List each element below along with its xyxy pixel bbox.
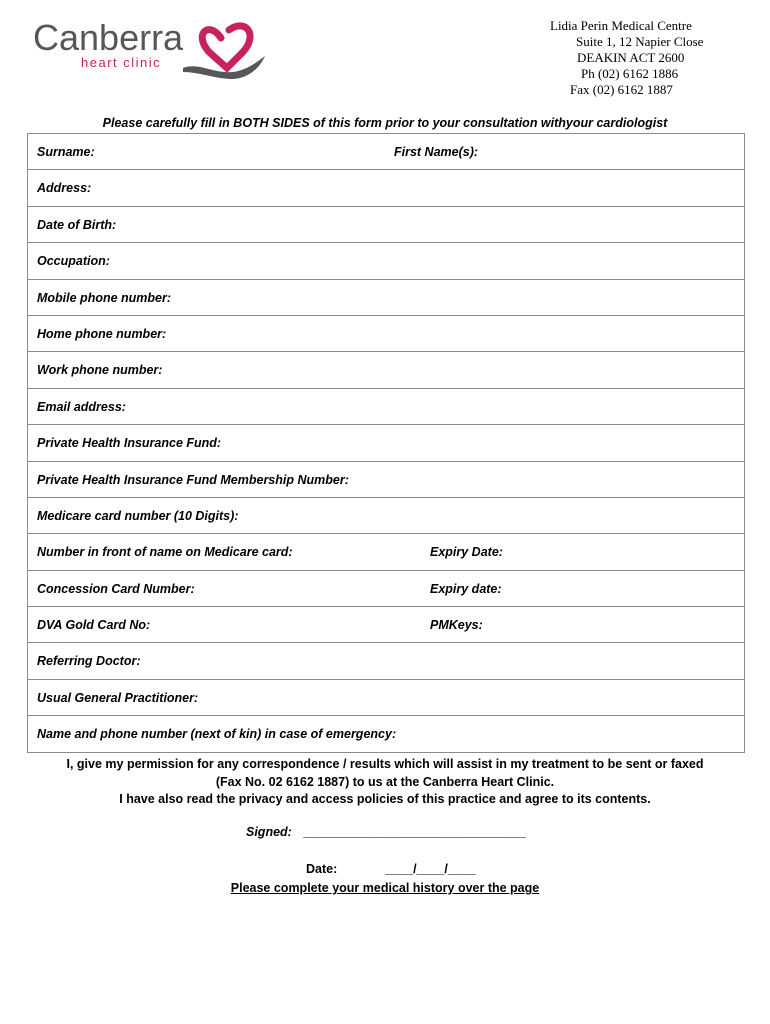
dob-label: Date of Birth: [37,217,117,232]
surname-label: Surname: [37,145,95,159]
date-blank[interactable]: ____/____/____ [385,862,476,876]
insurance-fund-label: Private Health Insurance Fund: [37,436,222,451]
form-row-membership-number[interactable] [28,462,744,498]
heart-hand-logo-icon [33,12,273,80]
form-row-mobile[interactable] [28,280,744,316]
permission-line: (Fax No. 02 6162 1887) to us at the Canberra Heart Clinic. [215,774,555,789]
permission-line: I have also read the privacy and access policies of this practice and agree to its contents. [119,792,651,806]
dva-label: DVA Gold Card No: [37,618,151,633]
signature-blank[interactable]: ________________________________ [303,825,526,839]
medicare-position-label: Number in front of name on Medicare card: [37,545,293,560]
form-row-concession[interactable] [28,571,744,607]
clinic-logo [33,12,273,80]
logo-subtitle: heart clinic [81,55,162,70]
concession-label: Concession Card Number: [37,581,195,596]
form-row-gp[interactable] [28,680,744,716]
signature-line[interactable] [246,825,526,839]
form-row-next-of-kin[interactable] [28,716,744,751]
mobile-label: Mobile phone number: [37,290,172,305]
form-row-referring-doctor[interactable] [28,643,744,679]
address-line: Suite 1, 12 Napier Close [576,34,704,49]
form-row-address[interactable] [28,170,744,206]
medicare-number-label: Medicare card number (10 Digits): [37,508,239,523]
form-row-insurance-fund[interactable] [28,425,744,461]
date-label: Date: [306,862,338,876]
patient-details-form [27,133,745,753]
form-row-dva[interactable] [28,607,744,643]
form-row-dob[interactable] [28,207,744,243]
address-line: DEAKIN ACT 2600 [577,50,685,65]
date-line[interactable] [306,862,476,876]
form-instruction: Please carefully fill in BOTH SIDES of this form prior to your consultation withyour cardiologist [102,116,668,130]
home-phone-label: Home phone number: [37,326,167,341]
form-row-medicare-position[interactable] [28,534,744,570]
logo-wordmark: Canberra [33,17,184,58]
address-line: Fax (02) 6162 1887 [570,82,673,97]
address-line: Ph (02) 6162 1886 [581,66,679,81]
address-label: Address: [37,181,92,196]
first-name-label: First Name(s): [394,145,479,159]
form-row-occupation[interactable] [28,243,744,279]
medicare-expiry-label: Expiry Date: [430,545,503,560]
signed-label: Signed: [246,825,292,839]
over-page-note: Please complete your medical history over the page [230,881,540,895]
gp-label: Usual General Practitioner: [37,690,199,705]
membership-number-label: Private Health Insurance Fund Membership Number: [37,472,349,487]
form-row-home-phone[interactable] [28,316,744,352]
email-label: Email address: [37,399,126,414]
permission-line: I, give my permission for any correspondence / results which will assist in my treatment to be sent or faxed [66,757,704,771]
referring-doctor-label: Referring Doctor: [37,654,141,669]
work-phone-label: Work phone number: [37,363,163,378]
address-line: Lidia Perin Medical Centre [550,18,692,33]
pmkeys-label: PMKeys: [430,618,483,633]
form-row-medicare-number[interactable] [28,498,744,534]
next-of-kin-label: Name and phone number (next of kin) in case of emergency: [37,727,397,742]
form-row-work-phone[interactable] [28,352,744,388]
occupation-label: Occupation: [37,254,110,269]
form-row-surname[interactable] [28,134,744,170]
clinic-address [550,18,750,98]
concession-expiry-label: Expiry date: [430,581,502,596]
form-row-email[interactable] [28,389,744,425]
permission-statement [0,756,770,809]
